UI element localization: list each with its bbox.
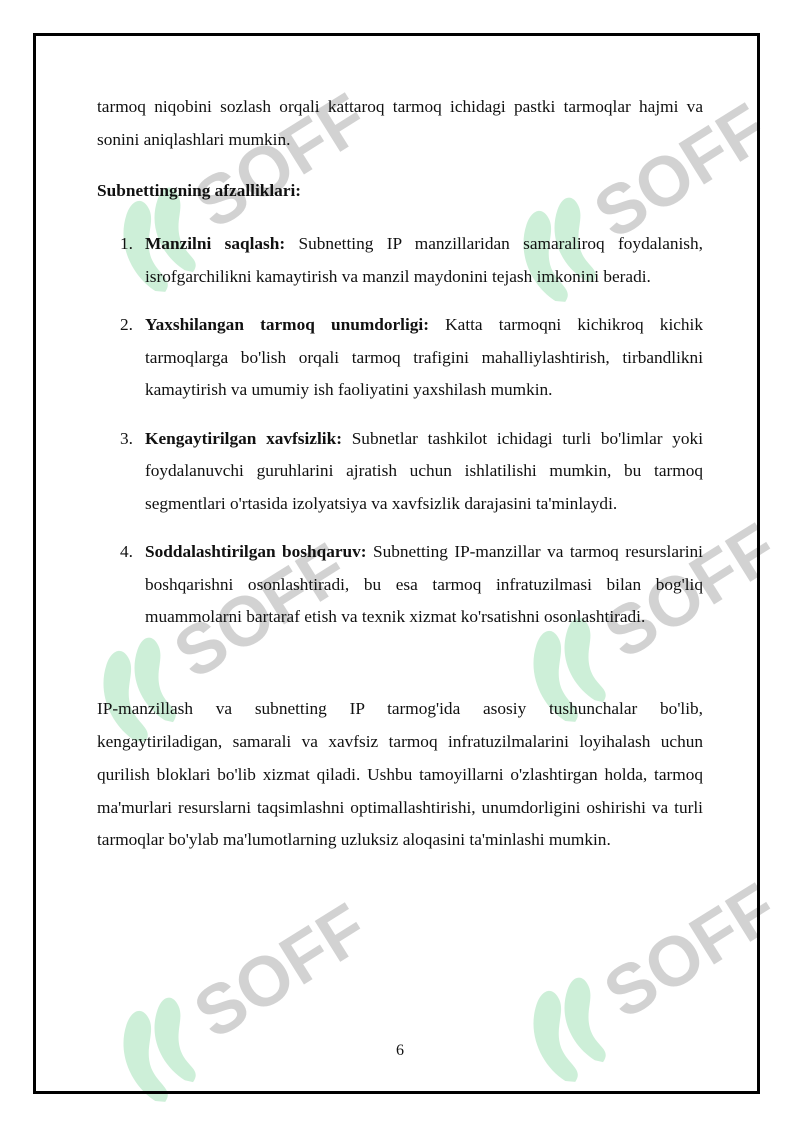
list-item-number: 2. [120,315,133,334]
list-item-text: Subnetting IP-manzillar va tarmoq resurslarini boshqarishni osonlashtiradi, bu esa tarmoq infratuzilmasi bilan bog'liq muammolarni bartaraf etish va texnik xizmat ko'rsatishni osonlashtiradi. [145,542,703,626]
intro-paragraph: tarmoq niqobini sozlash orqali kattaroq tarmoq ichidagi pastki tarmoqlar hajmi va sonini aniqlashlari mumkin. [97,97,703,149]
list-item-term: Kengaytirilgan xavfsizlik: [145,428,342,448]
list-item-term: Yaxshilangan tarmoq unumdorligi: [145,315,429,334]
advantages-list [97,228,703,634]
list-item-number: 4. [120,542,133,561]
list-item [97,536,703,634]
list-item [97,309,703,407]
page-number: 6 [396,1042,404,1059]
document-body [97,90,704,850]
section-heading: Subnettingning afzalliklari: [97,181,302,200]
list-item-number: 1. [120,234,133,253]
list-item-text: Katta tarmoqni kichikroq kichik tarmoqlarga bo'lish orqali tarmoq trafigini mahalliylashtirish, tirbandlikni kamaytirish va umumiy ish faoliyatini yaxshilash mumkin. [145,315,703,399]
list-item-number: 3. [120,428,133,448]
closing-paragraph: IP-manzillash va subnetting IP tarmog'ida asosiy tushunchalar bo'lib, kengaytiriladigan, samarali va xavfsiz tarmoq infratuzilmalarini loyihalash uchun qurilish bloklari bo'lib xizmat qiladi. Ushbu tamoyillarni o'zlashtirgan holda, tarmoq ma'murlari resurslarni taqsimlashni optimallashtirishi, unumdorligini oshirishi va turli tarmoqlar bo'ylab ma'lumotlarning uzluksiz aloqasini ta'minlashi mumkin. [97,699,703,850]
list-item-term: Manzilni saqlash: [145,234,286,253]
list-item-text: Subnetting IP manzillaridan samaraliroq foydalanish, isrofgarchilikni kamaytirish va manzil maydonini tejash imkonini beradi. [145,234,703,286]
list-item [97,228,703,293]
list-item [97,423,703,521]
list-item-term: Soddalashtirilgan boshqaruv: [145,542,367,561]
list-item-text: Subnetlar tashkilot ichidagi turli bo'limlar yoki foydalanuvchi guruhlarini ajratish uchun ishlatilishi mumkin, bu tarmoq segmentlari o'rtasida izolyatsiya va xavfsizlik darajasini ta'minlaydi. [145,428,704,513]
